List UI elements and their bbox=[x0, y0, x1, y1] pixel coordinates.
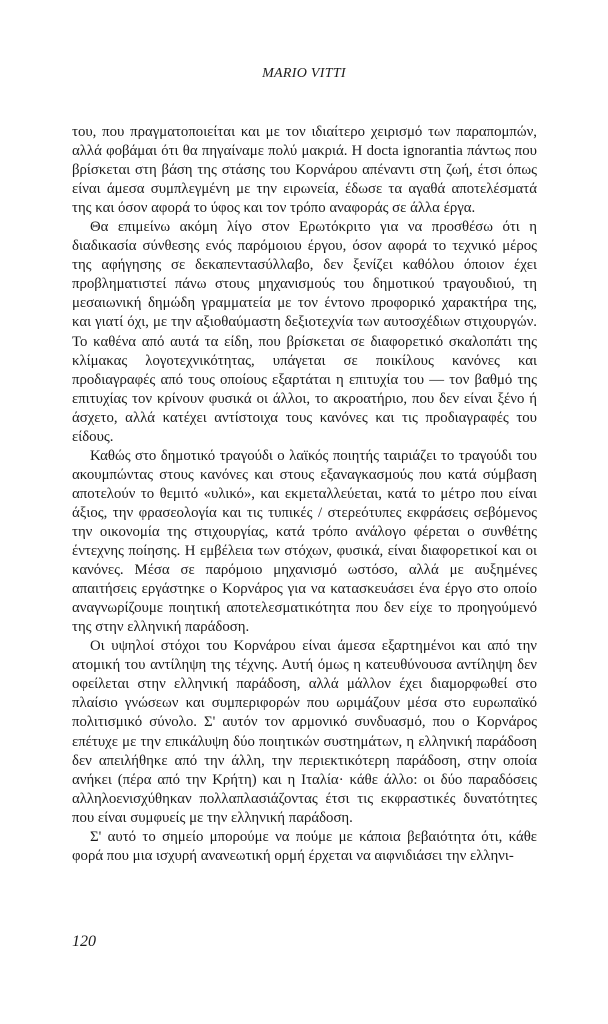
paragraph: Θα επιμείνω ακόμη λίγο στον Ερωτόκριτο για να προσθέσω ότι η διαδικασία σύνθεσης ενός παρόμοιου έργου, όσον αφορά το τεχνικό μέρος της αφήγησης σε δεκαπεντασύλλαβο, δεν ξενίζει καθόλου όποιον έχει προβληματιστεί πάνω στους μηχανισμούς του δημοτικού τραγουδιού, τη μεσαιωνική δημώδη γραμματεία με τον έντονο προφορικό χαρακτήρα της, και γιατί όχι, με την αξιοθαύμαστη δεξιοτεχνία των αυτοσχέδιων στιχουργών. Το καθένα από αυτά τα είδη, που βρίσκεται σε διαφορετικό σκαλοπάτι της κλίμακας λογοτεχνικότητας, υπάγεται σε ποικίλους κανόνες και προδιαγραφές από τους οποίους εξαρτάται η επιτυχία του — τον βαθμό της επιτυχίας τον κρίνουν φυσικά οι άλλοι, το ακροατήριο, που δεν είναι ξένο ή άσχετο, αλλά κατέχει αντίστοιχα τους κανόνες και τις προδιαγραφές του είδους. bbox=[72, 219, 537, 445]
page-number: 120 bbox=[72, 933, 96, 950]
paragraph: Σ' αυτό το σημείο μπορούμε να πούμε με κάποια βεβαιότητα ότι, κάθε φορά που μια ισχυρή ανανεωτική ορμή έρχεται να αιφνιδιάσει την ελληνι- bbox=[72, 828, 537, 864]
paragraph: Καθώς στο δημοτικό τραγούδι ο λαϊκός ποιητής ταιριάζει το τραγούδι του ακουμπώντας στους κανόνες και στους εξαναγκασμούς που κατά σύμβαση αποτελούν το θεμιτό «υλικό», και εκμεταλλεύεται, κατά το μέτρο που είναι άξιος, την φρασεολογία και τις τυπικές / στερεότυπες εκφράσεις σεβόμενος την οικονομία της στιχουργίας, κατά τρόπο ανάλογο φέρεται ο συνθέτης έντεχνης ποίησης. Η εμβέλεια των στόχων, φυσικά, είναι διαφορετικοί και οι κανόνες. Μέσα σε παρόμοιο μηχανισμό ωστόσο, αλλά με αυξημένες απαιτήσεις εργάστηκε ο Κορνάρος για να κατασκευάσει ένα έργο στο οποίο αναγνωρίζουμε ποιητική αποτελεσματικότητα που δεν είχε το προηγούμενό της στην ελληνική παράδοση. bbox=[72, 447, 537, 636]
paragraph-continued: του, που πραγματοποιείται και με τον ιδιαίτερο χειρισμό των παραπομπών, αλλά φοβάμαι ότι θα πηγαίναμε πολύ μακριά. Η docta ignorantia πάντως που βρίσκεται στη βάση της στάσης του Κορνάρου απέναντι στη ζωή, έτσι όπως είναι άμεσα συμπλεγμένη με την ειρωνεία, έδωσε τα αγαθά αποτελέσματά της και όσον αφορά το ύφος και τον τρόπο αναφοράς σε άλλα έργα. bbox=[72, 124, 537, 217]
running-head-author: MARIO VITTI bbox=[262, 66, 346, 81]
paragraph: Οι υψηλοί στόχοι του Κορνάρου είναι άμεσα εξαρτημένοι και από την ατομική του αντίληψη της τέχνης. Αυτή όμως η κατευθύνουσα αντίληψη δεν οφείλεται στην ελληνική παράδοση, αλλά μάλλον έχει διαμορφωθεί στο πλαίσιο γνώσεων και συμπεριφορών που ωριμάζουν μέσα στο ευρωπαϊκό πολιτισμικό σύνολο. Σ' αυτόν τον αρμονικό συνδυασμό, που ο Κορνάρος επέτυχε με την επικάλυψη δύο ποιητικών συστημάτων, η ελληνική παράδοση δεν απειλήθηκε από την άλλη, την περιεκτικότερη παράδοση, στην οποία ανήκει (πέρα από την Κρήτη) και η Ιταλία· κάθε άλλο: οι δύο παραδόσεις αλληλοενισχύθηκαν πολλαπλασιάζοντας έτσι τις εκφραστικές δυνατότητες που είναι συμφυείς με την ελληνική παράδοση. bbox=[72, 638, 537, 826]
body-text bbox=[72, 123, 537, 866]
